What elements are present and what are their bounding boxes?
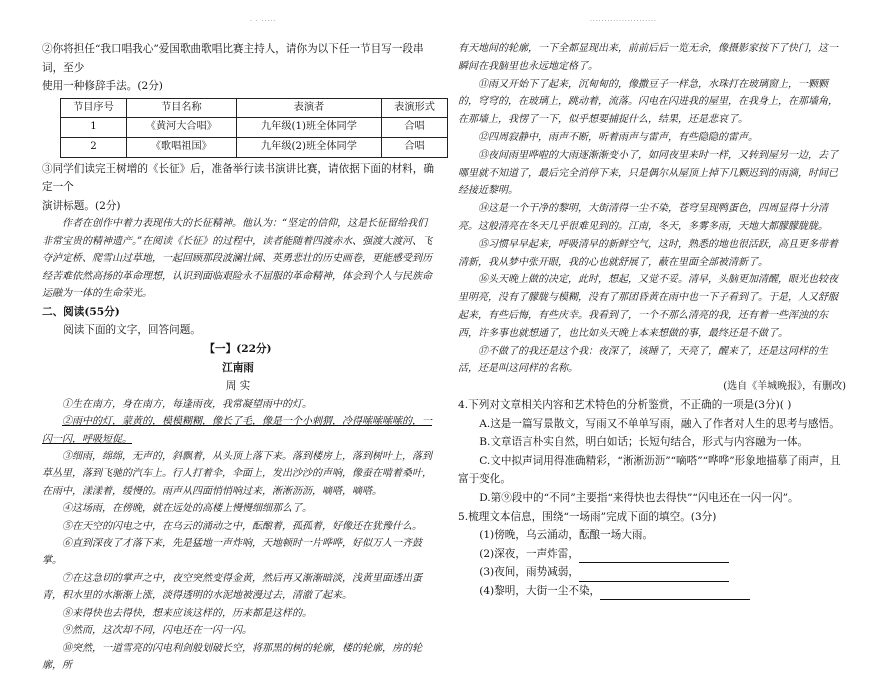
q4-option-d: D.第⑨段中的“不同”主要指“来得快也去得快”“闪电还在一闪一闪”。 bbox=[458, 489, 846, 508]
passage-paragraph: ②雨中的灯，蒙黄的，模模糊糊，像长了毛，像是一个小刺猬，冷得嗦嗦嗦嗦的，一闪一闪，呼吸短促。 bbox=[42, 413, 434, 448]
passage-paragraph: ⑬夜间雨里哗啦的大雨逐渐渐变小了，如同夜里来时一样，又转到屋另一边，去了哪里就不知道了，最后完全消停下来，只是偶尔从屋顶上掉下几颗迟到的雨滴，时间已经接近黎明。 bbox=[458, 147, 846, 200]
passage-paragraph: ⑰不做了的我还是这个我：夜深了，该睡了，天亮了，醒来了，还是这同样的生活，还是叫这同样的名称。 bbox=[458, 343, 846, 379]
q2-prompt-a: ②你将担任“我口唱我心”爱国歌曲歌唱比赛主持人，请你为以下任一节目写一段串词，至少 bbox=[42, 40, 434, 77]
table-cell: 《歌唱祖国》 bbox=[126, 137, 236, 157]
q4-option-a: A.这是一篇写景散文，写雨又不单单写雨，融入了作者对人生的思考与感悟。 bbox=[458, 415, 846, 434]
q5-item-1: (1)傍晚，乌云涌动，酝酿一场大雨。 bbox=[458, 526, 846, 545]
table-cell: 合唱 bbox=[382, 137, 448, 157]
q5-item-4 bbox=[458, 582, 846, 601]
passage-paragraph: ③细雨，绵绵，无声的，斜飘着，从头顶上落下来。落到楼房上，落到树叶上，落到草丛里，落到飞驰的汽车上。行人打着伞，伞面上，发出沙沙的声响，像蚕在啃着桑叶，在雨中，漾漾着，缓慢的。雨声从四面悄悄响过来，淅淅沥沥，嘀嗒，嘀嗒。 bbox=[42, 448, 434, 500]
passage-paragraph: ⑦在这急切的掌声之中，夜空突然变得金黄，然后再又渐渐暗淡，浅黄里面透出蛋青，积水里的水渐渐上涨，淡得透明的水泥地被漫过去，清澈了起来。 bbox=[42, 570, 434, 605]
q3-line-b: 演讲标题。(2分) bbox=[42, 197, 434, 216]
passage-title: 江南雨 bbox=[42, 359, 434, 378]
q3-line-a: ③同学们读完王树增的《长征》后，准备举行读书演讲比赛，请依据下面的材料，确定一个 bbox=[42, 160, 434, 197]
q2-prompt-b: 使用一种修辞手法。(2分) bbox=[42, 77, 434, 96]
passage-author: 周 实 bbox=[42, 377, 434, 396]
q3-material: 作者在创作中着力表现伟大的长征精神。他认为：“坚定的信仰，这是长征留给我们非常宝贵的精神遗产。”在阅读《长征》的过程中，读者能随着四渡赤水、强渡大渡河、飞夺泸定桥、爬雪山过草地，一起回顾那段波澜壮阔、英勇悲壮的历史画卷，更能感受到历经苦难依然高扬的革命理想，认识到面临艰险永不屈服的革命精神，体会到个人与民族命运融为一体的生命荣光。 bbox=[42, 215, 434, 303]
table-header-cell: 表演者 bbox=[236, 98, 381, 118]
passage-paragraph: 有天地间的轮廓，一下全都显现出来，前前后后一览无余，像摄影家按下了快门，这一瞬间在我脑里也永远地定格了。 bbox=[458, 40, 846, 76]
table-header-cell: 节目名称 bbox=[126, 98, 236, 118]
table-cell: 《黄河大合唱》 bbox=[126, 118, 236, 138]
passage-paragraph: ⑪雨又开始下了起来，沉甸甸的，像撒豆子一样急，水珠打在玻璃窗上，一颗颗的，穹穹的，在玻璃上，跳动着，流落。闪电在闪进我的屋里，在我身上，在那墙角，在那墙上，我愣了一下，似乎想要捕捉什么，结果，还是悲哀了。 bbox=[458, 76, 846, 129]
q5-item-3 bbox=[458, 563, 846, 582]
q5-answer-blank-3[interactable] bbox=[579, 569, 729, 582]
passage-paragraph: ⑥直到深夜了才落下来，先是猛地一声炸响，天地顿时一片哗哗，好似万人一齐鼓掌。 bbox=[42, 535, 434, 570]
table-cell: 九年级(1)班全体同学 bbox=[236, 118, 381, 138]
program-table bbox=[60, 98, 448, 158]
passage-paragraph: ⑩突然，一道雪亮的闪电利剑般划破长空，将那黑的树的轮廓，楼的轮廓，房的轮廓，所 bbox=[42, 640, 434, 674]
passage-paragraph: ①生在南方，身在南方，每逢雨夜，我常凝望雨中的灯。 bbox=[42, 396, 434, 413]
header-mark-right: ······················· bbox=[590, 18, 657, 25]
q5-item-4-text: (4)黎明，大街一尘不染， bbox=[479, 585, 600, 597]
q4-option-c: C.文中拟声词用得准确精彩，“淅淅沥沥”“嘀嗒”“哗哗”形象地描摹了雨声，且富于变化。 bbox=[458, 452, 846, 489]
passage-paragraph: ⑭这是一个干净的黎明，大街清得一尘不染，苍穹呈现鸭蛋色，四周显得十分清亮。这般清亮在冬天几乎很难见到的。江南，冬天，多雾多雨，天地大都朦朦胧胧。 bbox=[458, 200, 846, 236]
table-header-row bbox=[61, 98, 448, 118]
q5-answer-blank-2[interactable] bbox=[579, 550, 729, 563]
passage-paragraph: ⑨然而，这次却不同，闪电还在一闪一闪。 bbox=[42, 622, 434, 639]
header-mark-left: · · ····· bbox=[250, 18, 276, 25]
q5-item-2-text: (2)深夜，一声炸雷， bbox=[479, 548, 579, 560]
passage-paragraph: ⑯头天晚上做的决定，此时，想起，又觉不妥。清早，头脑更加清醒，眼光也较夜里明亮，没有了朦胧与模糊，没有了那团昏黄在雨中也一下子看到了。于是，人又舒服起来，有些后悔，有些庆幸。我看到了，一个不那么清亮的我，还有着一些浑浊的东西，许多事也就想通了，也比如头天晚上本来想做的事，最终还是不做了。 bbox=[458, 271, 846, 342]
table-cell: 九年级(2)班全体同学 bbox=[236, 137, 381, 157]
table-cell: 1 bbox=[61, 118, 127, 138]
table-header-cell: 节目序号 bbox=[61, 98, 127, 118]
section-instruction: 阅读下面的文字，回答问题。 bbox=[42, 321, 434, 340]
q5-item-3-text: (3)夜间，雨势减弱， bbox=[479, 566, 579, 578]
passage-paragraph: ⑫四周寂静中，雨声不断，听着雨声与雷声，有些隐隐的雷声。 bbox=[458, 129, 846, 147]
table-row bbox=[61, 137, 448, 157]
q4-stem: 4.下列对文章相关内容和艺术特色的分析鉴赏，不正确的一项是(3分)( ) bbox=[458, 396, 846, 415]
q5-stem: 5.梳理文本信息，围绕“一场雨”完成下面的填空。(3分) bbox=[458, 508, 846, 527]
table-row bbox=[61, 118, 448, 138]
q5-item-2 bbox=[458, 545, 846, 564]
passage-paragraph: ④这场雨，在傍晚，就在远处的高楼上慢慢细细那么了。 bbox=[42, 500, 434, 517]
q5-answer-blank-4[interactable] bbox=[600, 587, 750, 600]
passage-source: (选自《羊城晚报》，有删改) bbox=[458, 378, 846, 396]
passage-part: 【一】(22分) bbox=[42, 340, 434, 359]
right-column bbox=[458, 40, 846, 600]
section-title: 二、阅读(55分) bbox=[42, 303, 434, 322]
left-column bbox=[42, 40, 434, 674]
passage-paragraph: ⑮习惯早早起来，呼吸清早的新鲜空气，这时，熟悉的地也很活跃，高且更多带着清新，我从梦中张开眼，我的心也就舒展了，蔽在里面全部被清新了。 bbox=[458, 236, 846, 272]
passage-paragraph: ⑧来得快也去得快，想来应该这样的，历来都是这样的。 bbox=[42, 605, 434, 622]
table-header-cell: 表演形式 bbox=[382, 98, 448, 118]
q4-option-b: B.文章语言朴实自然，明白如话；长短句结合，形式与内容融为一体。 bbox=[458, 433, 846, 452]
table-cell: 2 bbox=[61, 137, 127, 157]
passage-paragraph: ⑤在天空的闪电之中，在乌云的涌动之中，酝酿着，孤孤着，好像还在犹豫什么。 bbox=[42, 518, 434, 535]
table-cell: 合唱 bbox=[382, 118, 448, 138]
